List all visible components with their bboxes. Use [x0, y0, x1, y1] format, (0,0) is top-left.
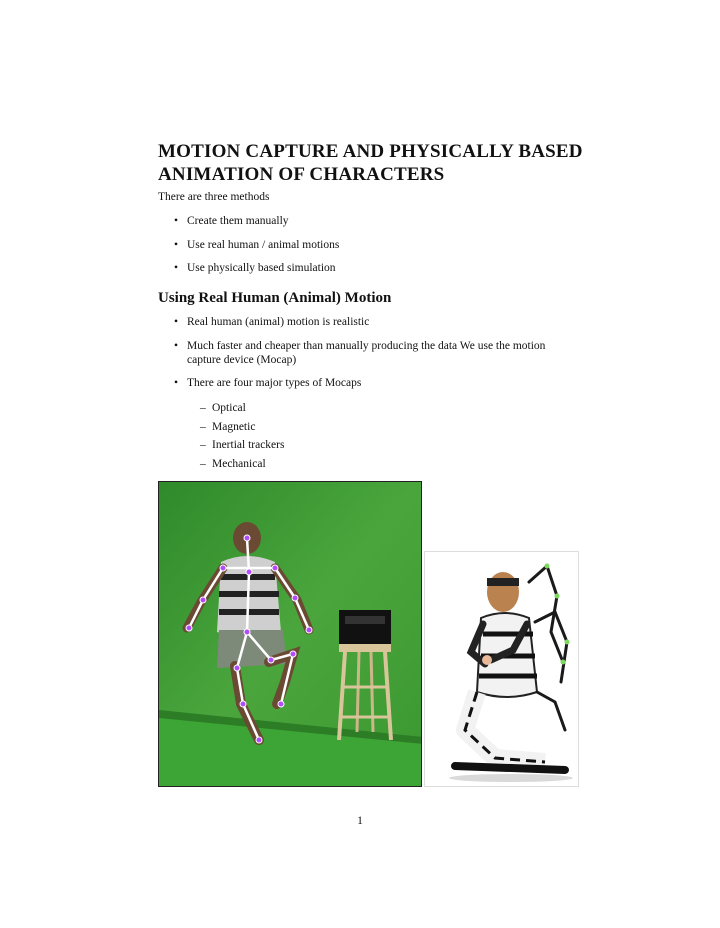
list-item: • There are four major types of Mocaps [158, 376, 568, 390]
optical-mocap-illustration [159, 482, 422, 787]
page-title-line-1: MOTION CAPTURE AND PHYSICALLY BASED [158, 141, 583, 162]
list-item: • Much faster and cheaper than manually producing the data We use the motion capture device (Mocap) [158, 339, 568, 367]
section-heading: Using Real Human (Animal) Motion [158, 290, 392, 306]
list-item: • Real human (animal) motion is realistic [158, 315, 568, 329]
list-item: – Optical [200, 401, 284, 415]
list-item: – Inertial trackers [200, 438, 284, 452]
page-title-line-2: ANIMATION OF CHARACTERS [158, 164, 445, 185]
page-number: 1 [357, 815, 363, 827]
list-item: – Magnetic [200, 420, 284, 434]
points-list [158, 315, 568, 400]
list-item: • Use physically based simulation [158, 261, 339, 275]
page-title [158, 140, 598, 186]
mocap-types-list [200, 401, 284, 475]
optical-mocap-photo [158, 481, 422, 787]
mechanical-mocap-photo [424, 551, 579, 787]
methods-list [158, 214, 339, 285]
list-item: • Create them manually [158, 214, 339, 228]
list-item: – Mechanical [200, 457, 284, 471]
list-item: • Use real human / animal motions [158, 238, 339, 252]
intro-text: There are three methods [158, 191, 270, 203]
mechanical-mocap-illustration [425, 552, 579, 787]
